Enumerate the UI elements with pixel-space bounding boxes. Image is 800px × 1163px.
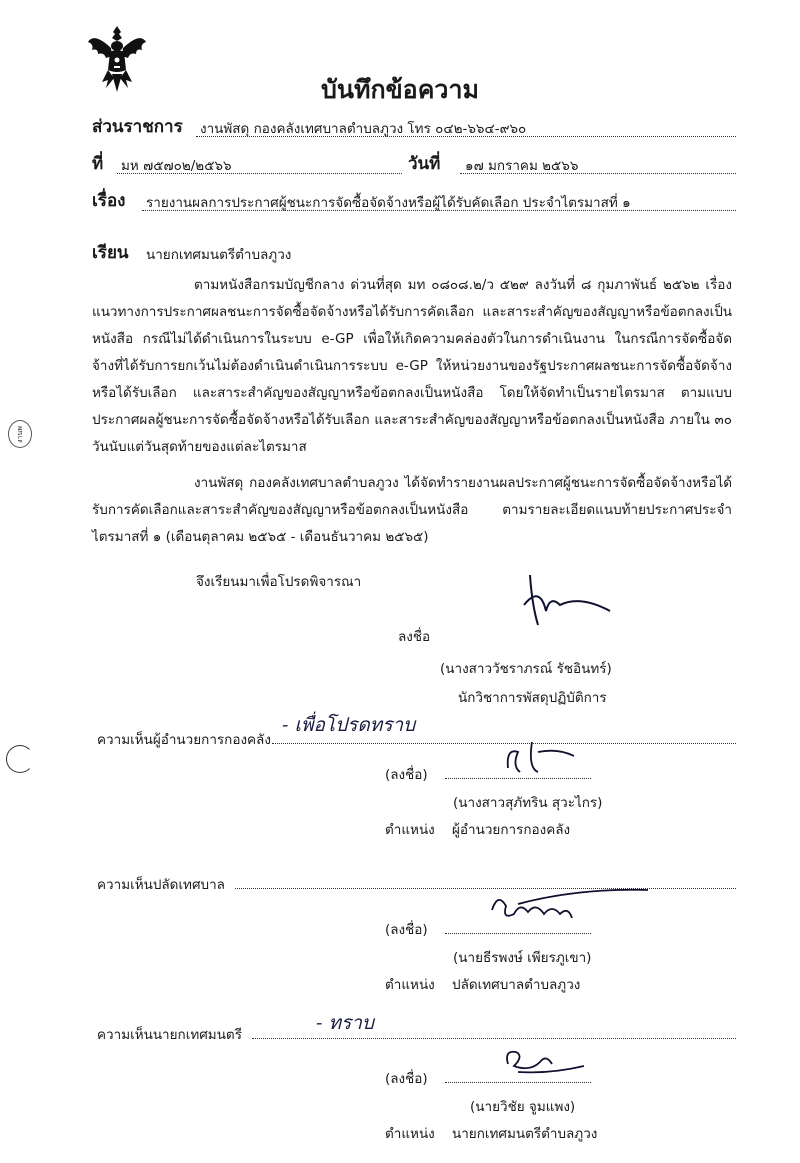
subject-value: รายงานผลการประกาศผู้ชนะการจัดซื้อจัดจ้างหรือผู้ได้รับคัดเลือก ประจำไตรมาสที่ ๑ <box>146 195 631 211</box>
subject-label: เรื่อง <box>92 191 126 211</box>
opinion-finance-sign-dotline <box>445 778 591 779</box>
ref-dotline <box>117 173 402 174</box>
closing-text: จึงเรียนมาเพื่อโปรดพิจารณา <box>196 574 362 590</box>
opinion-clerk-label: ความเห็นปลัดเทศบาล <box>97 877 225 893</box>
opinion-mayor-position: นายกเทศมนตรีตำบลภูวง <box>452 1126 598 1142</box>
date-value: ๑๗ มกราคม ๒๕๖๖ <box>465 158 579 174</box>
agency-value: งานพัสดุ กองคลังเทศบาลตำบลภูวง โทร ๐๔๒-๖๖๔-๙๖๐ <box>200 121 527 137</box>
agency-dotline <box>196 136 736 137</box>
body-paragraph-1: ตามหนังสือกรมบัญชีกลาง ด่วนที่สุด มท ๐๘๐๘.๒/ว ๕๒๙ ลงวันที่ ๘ กุมภาพันธ์ ๒๕๖๒ เรื่องแนวทางการประกาศผลชนะการจัดซื้อจัดจ้างหรือได้รับการคัดเลือก และสาระสำคัญของสัญญาหรือข้อตกลงเป็นหนังสือ กรณีไม่ได้ดำเนินการในระบบ e-GP เพื่อให้เกิดความคล่องตัวในการดำเนินงาน ในกรณีการจัดซื้อจัดจ้างที่ได้รับการยกเว้นไม่ต้องดำเนินดำเนินการระบบ e-GP ให้หน่วยงานของรัฐประกาศผลชนะการจัดซื้อจัดจ้างหรือได้รับเลือก และสาระสำคัญของสัญญาหรือข้อตกลงเป็นหนังสือ โดยให้จัดทำเป็นรายไตรมาส ตามแบบประกาศผลผู้ชนะการจัดซื้อจัดจ้างหรือได้รับเลือก และสาระสำคัญของสัญญาหรือข้อตกลงเป็นหนังสือ ภายใน ๓๐ วันนับแต่วันสุดท้ายของแต่ละไตรมาส <box>92 277 732 455</box>
opinion-clerk-sign-label: (ลงชื่อ) <box>385 922 428 938</box>
margin-stamp <box>8 420 32 448</box>
opinion-mayor-name: (นายวิชัย จูมแพง) <box>470 1099 576 1115</box>
opinion-finance-position: ผู้อำนวยการกองคลัง <box>452 822 571 838</box>
opinion-finance-position-label: ตำแหน่ง <box>385 822 435 838</box>
to-value: นายกเทศมนตรีตำบลภูวง <box>146 247 292 263</box>
opinion-clerk-signature <box>488 884 658 938</box>
opinion-mayor-label: ความเห็นนายกเทศมนตรี <box>97 1027 242 1043</box>
body-paragraph-2: งานพัสดุ กองคลังเทศบาลตำบลภูวง ได้จัดทำรายงานผลประกาศผู้ชนะการจัดซื้อจัดจ้างหรือได้รับการคัดเลือกและสาระสำคัญของสัญญาหรือข้อตกลงเป็นหนังสือ ตามรายละเอียดแนบท้ายประกาศประจำไตรมาสที่ ๑ (เดือนตุลาคม ๒๕๖๕ - เดือนธันวาคม ๒๕๖๕) <box>92 475 732 545</box>
margin-stamp-text: งานพ <box>15 425 24 443</box>
opinion-mayor-position-label: ตำแหน่ง <box>385 1126 435 1142</box>
opinion-clerk-position: ปลัดเทศบาลตำบลภูวง <box>452 977 581 993</box>
opinion-mayor-sign-dotline <box>445 1082 591 1083</box>
opinion-clerk-dotline <box>235 888 736 889</box>
subject-dotline <box>142 210 736 211</box>
signer-sign-label: ลงชื่อ <box>398 629 431 645</box>
date-dotline <box>460 173 736 174</box>
opinion-mayor-handwritten: - ทราบ <box>316 1012 374 1034</box>
opinion-finance-label: ความเห็นผู้อำนวยการกองคลัง <box>97 732 271 748</box>
signer-position: นักวิชาการพัสดุปฏิบัติการ <box>458 690 607 706</box>
memo-title: บันทึกข้อความ <box>321 75 479 104</box>
ref-value: มห ๗๕๗๐๒/๒๕๖๖ <box>121 158 232 174</box>
to-label: เรียน <box>92 243 129 263</box>
agency-label: ส่วนราชการ <box>92 117 183 137</box>
opinion-finance-sign-label: (ลงชื่อ) <box>385 767 428 783</box>
opinion-clerk-position-label: ตำแหน่ง <box>385 977 435 993</box>
signer-name: (นางสาววัชราภรณ์ รัชอินทร์) <box>440 661 612 677</box>
opinion-finance-signature <box>498 738 578 782</box>
signer-signature <box>520 565 620 639</box>
opinion-clerk-name: (นายธีรพงษ์ เพียรภูเขา) <box>453 950 592 966</box>
opinion-finance-name: (นางสาวสุภัทริน สุวะไกร) <box>453 795 603 811</box>
opinion-finance-handwritten: - เพื่อโปรดทราบ <box>282 714 416 736</box>
date-label: วันที่ <box>408 154 441 174</box>
opinion-mayor-sign-label: (ลงชื่อ) <box>385 1071 428 1087</box>
opinion-clerk-sign-dotline <box>445 933 591 934</box>
punch-hole-mark <box>6 745 34 773</box>
opinion-mayor-dotline <box>252 1038 736 1039</box>
ref-label: ที่ <box>92 154 104 174</box>
